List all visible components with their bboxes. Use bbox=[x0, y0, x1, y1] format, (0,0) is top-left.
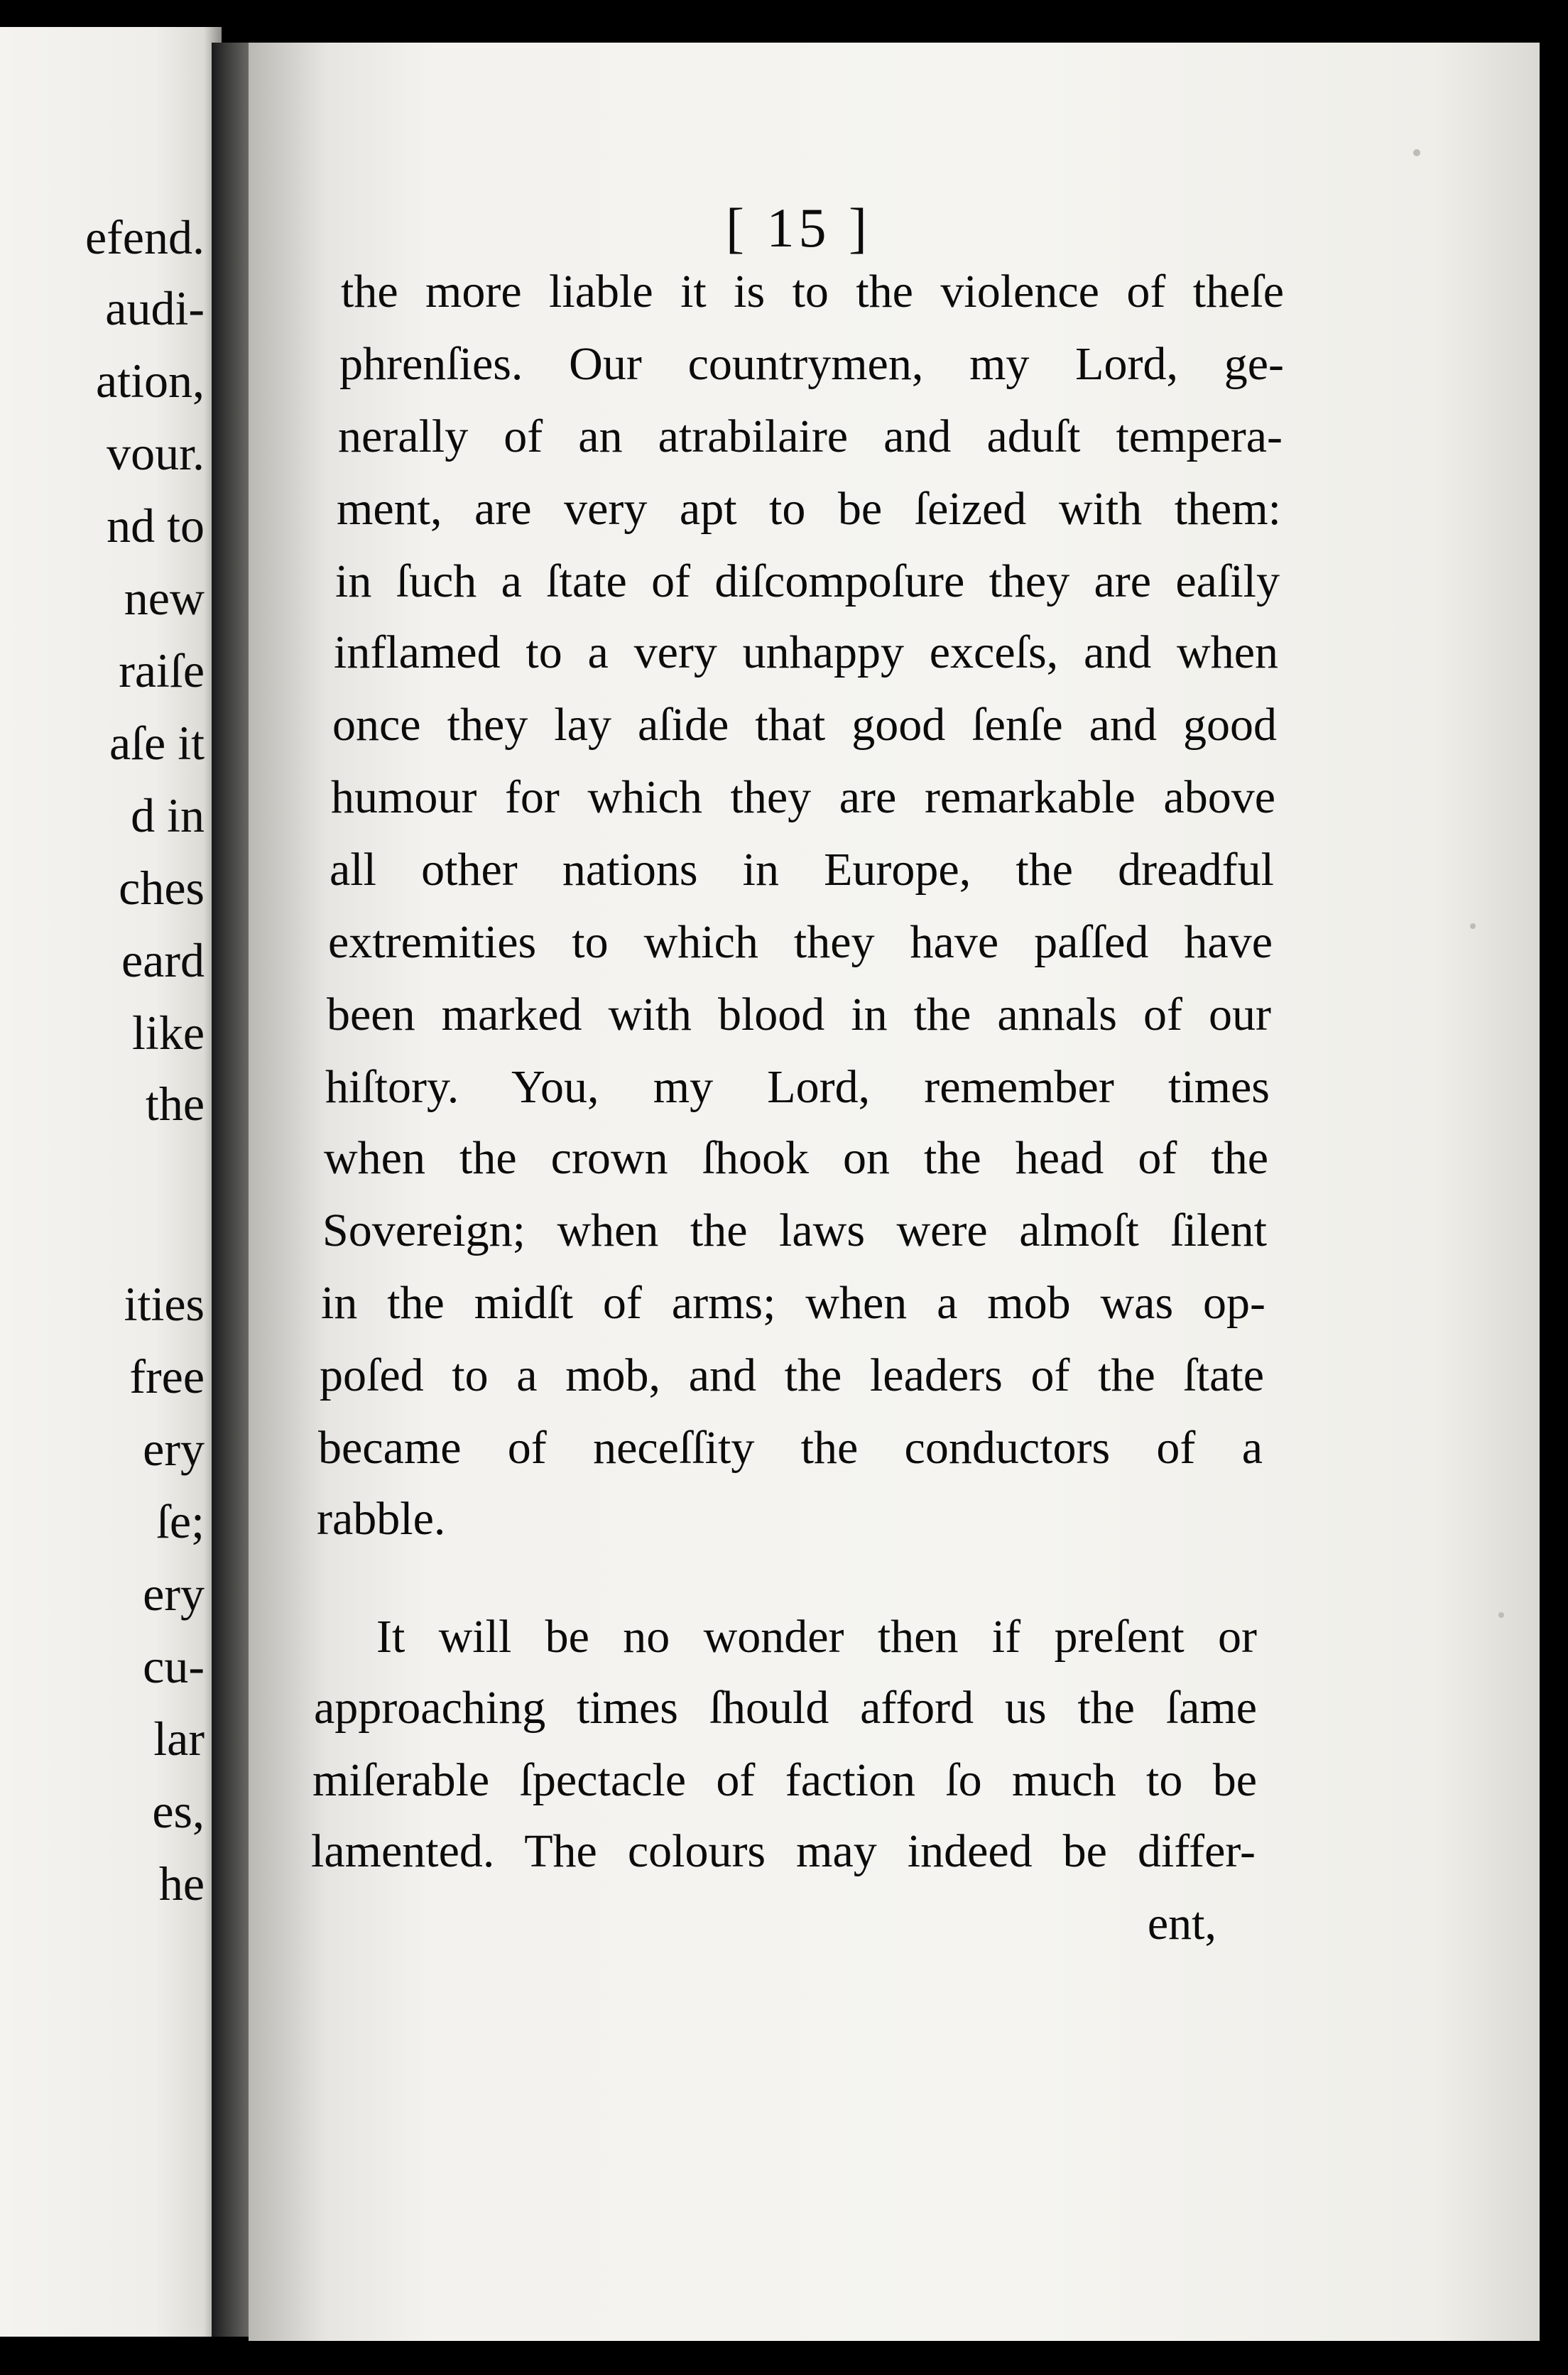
facing-line: the bbox=[145, 1077, 205, 1131]
page-text bbox=[249, 43, 1540, 2341]
page-number: [ 15 ] bbox=[726, 197, 871, 259]
facing-line: d in bbox=[131, 788, 205, 842]
facing-line: eard bbox=[121, 933, 205, 987]
facing-line: he bbox=[158, 1857, 205, 1911]
text-line: inflamed to a very unhappy exceſs, and when bbox=[334, 626, 1278, 678]
text-line: miſerable ſpectacle of faction ſo much to be bbox=[312, 1754, 1257, 1806]
text-line: It will be no wonder then if preſent or bbox=[376, 1611, 1257, 1663]
facing-line: ſe; bbox=[156, 1494, 205, 1548]
text-line: Sovereign; when the laws were almoſt ſilent bbox=[322, 1205, 1267, 1256]
text-line: been marked with blood in the annals of our bbox=[327, 989, 1271, 1040]
facing-line: efend. bbox=[85, 210, 205, 264]
text-line: ment, are very apt to be ſeized with them: bbox=[337, 483, 1281, 535]
facing-line: audi- bbox=[105, 281, 205, 335]
text-line: poſed to a mob, and the leaders of the ſtate bbox=[320, 1349, 1264, 1401]
facing-line: ery bbox=[143, 1567, 205, 1621]
facing-line: aſe it bbox=[109, 716, 205, 770]
text-line: the more liable it is to the violence of theſe bbox=[341, 266, 1284, 317]
text-line: extremities to which they have paſſed have bbox=[328, 916, 1273, 968]
text-line: phrenſies. Our countrymen, my Lord, ge- bbox=[339, 338, 1284, 390]
facing-page bbox=[0, 27, 222, 2337]
text-line: rabble. bbox=[317, 1493, 446, 1545]
facing-line: like bbox=[132, 1006, 205, 1060]
facing-line: free bbox=[129, 1349, 205, 1403]
book-page bbox=[249, 43, 1540, 2341]
text-line: in ſuch a ſtate of diſcompoſure they are eaſily bbox=[335, 555, 1280, 607]
facing-line: ches bbox=[119, 861, 205, 915]
facing-line: lar bbox=[153, 1712, 205, 1766]
text-line: hiſtory. You, my Lord, remember times bbox=[325, 1061, 1270, 1113]
text-line: once they lay aſide that good ſenſe and good bbox=[332, 699, 1277, 751]
text-line: nerally of an atrabilaire and aduſt tempera- bbox=[338, 411, 1283, 462]
text-line: when the crown ſhook on the head of the bbox=[324, 1132, 1268, 1184]
text-line: approaching times ſhould afford us the ſame bbox=[314, 1682, 1257, 1734]
facing-line: es, bbox=[152, 1784, 205, 1838]
facing-line: new bbox=[124, 571, 205, 625]
facing-line: cu- bbox=[143, 1639, 205, 1693]
facing-line: ation, bbox=[96, 354, 205, 408]
catchword: ent, bbox=[1147, 1898, 1216, 1950]
facing-line: ery bbox=[143, 1422, 205, 1476]
facing-line: ities bbox=[124, 1277, 205, 1331]
text-line: became of neceſſity the conductors of a bbox=[318, 1422, 1263, 1474]
text-line: all other nations in Europe, the dreadful bbox=[330, 844, 1274, 896]
text-line: lamented. The colours may indeed be differ- bbox=[311, 1825, 1256, 1877]
text-line: humour for which they are remarkable above bbox=[331, 771, 1275, 823]
facing-line: nd to bbox=[107, 499, 205, 553]
text-line: in the midſt of arms; when a mob was op- bbox=[321, 1277, 1265, 1329]
facing-line: raiſe bbox=[119, 643, 205, 697]
facing-line: vour. bbox=[107, 426, 205, 480]
